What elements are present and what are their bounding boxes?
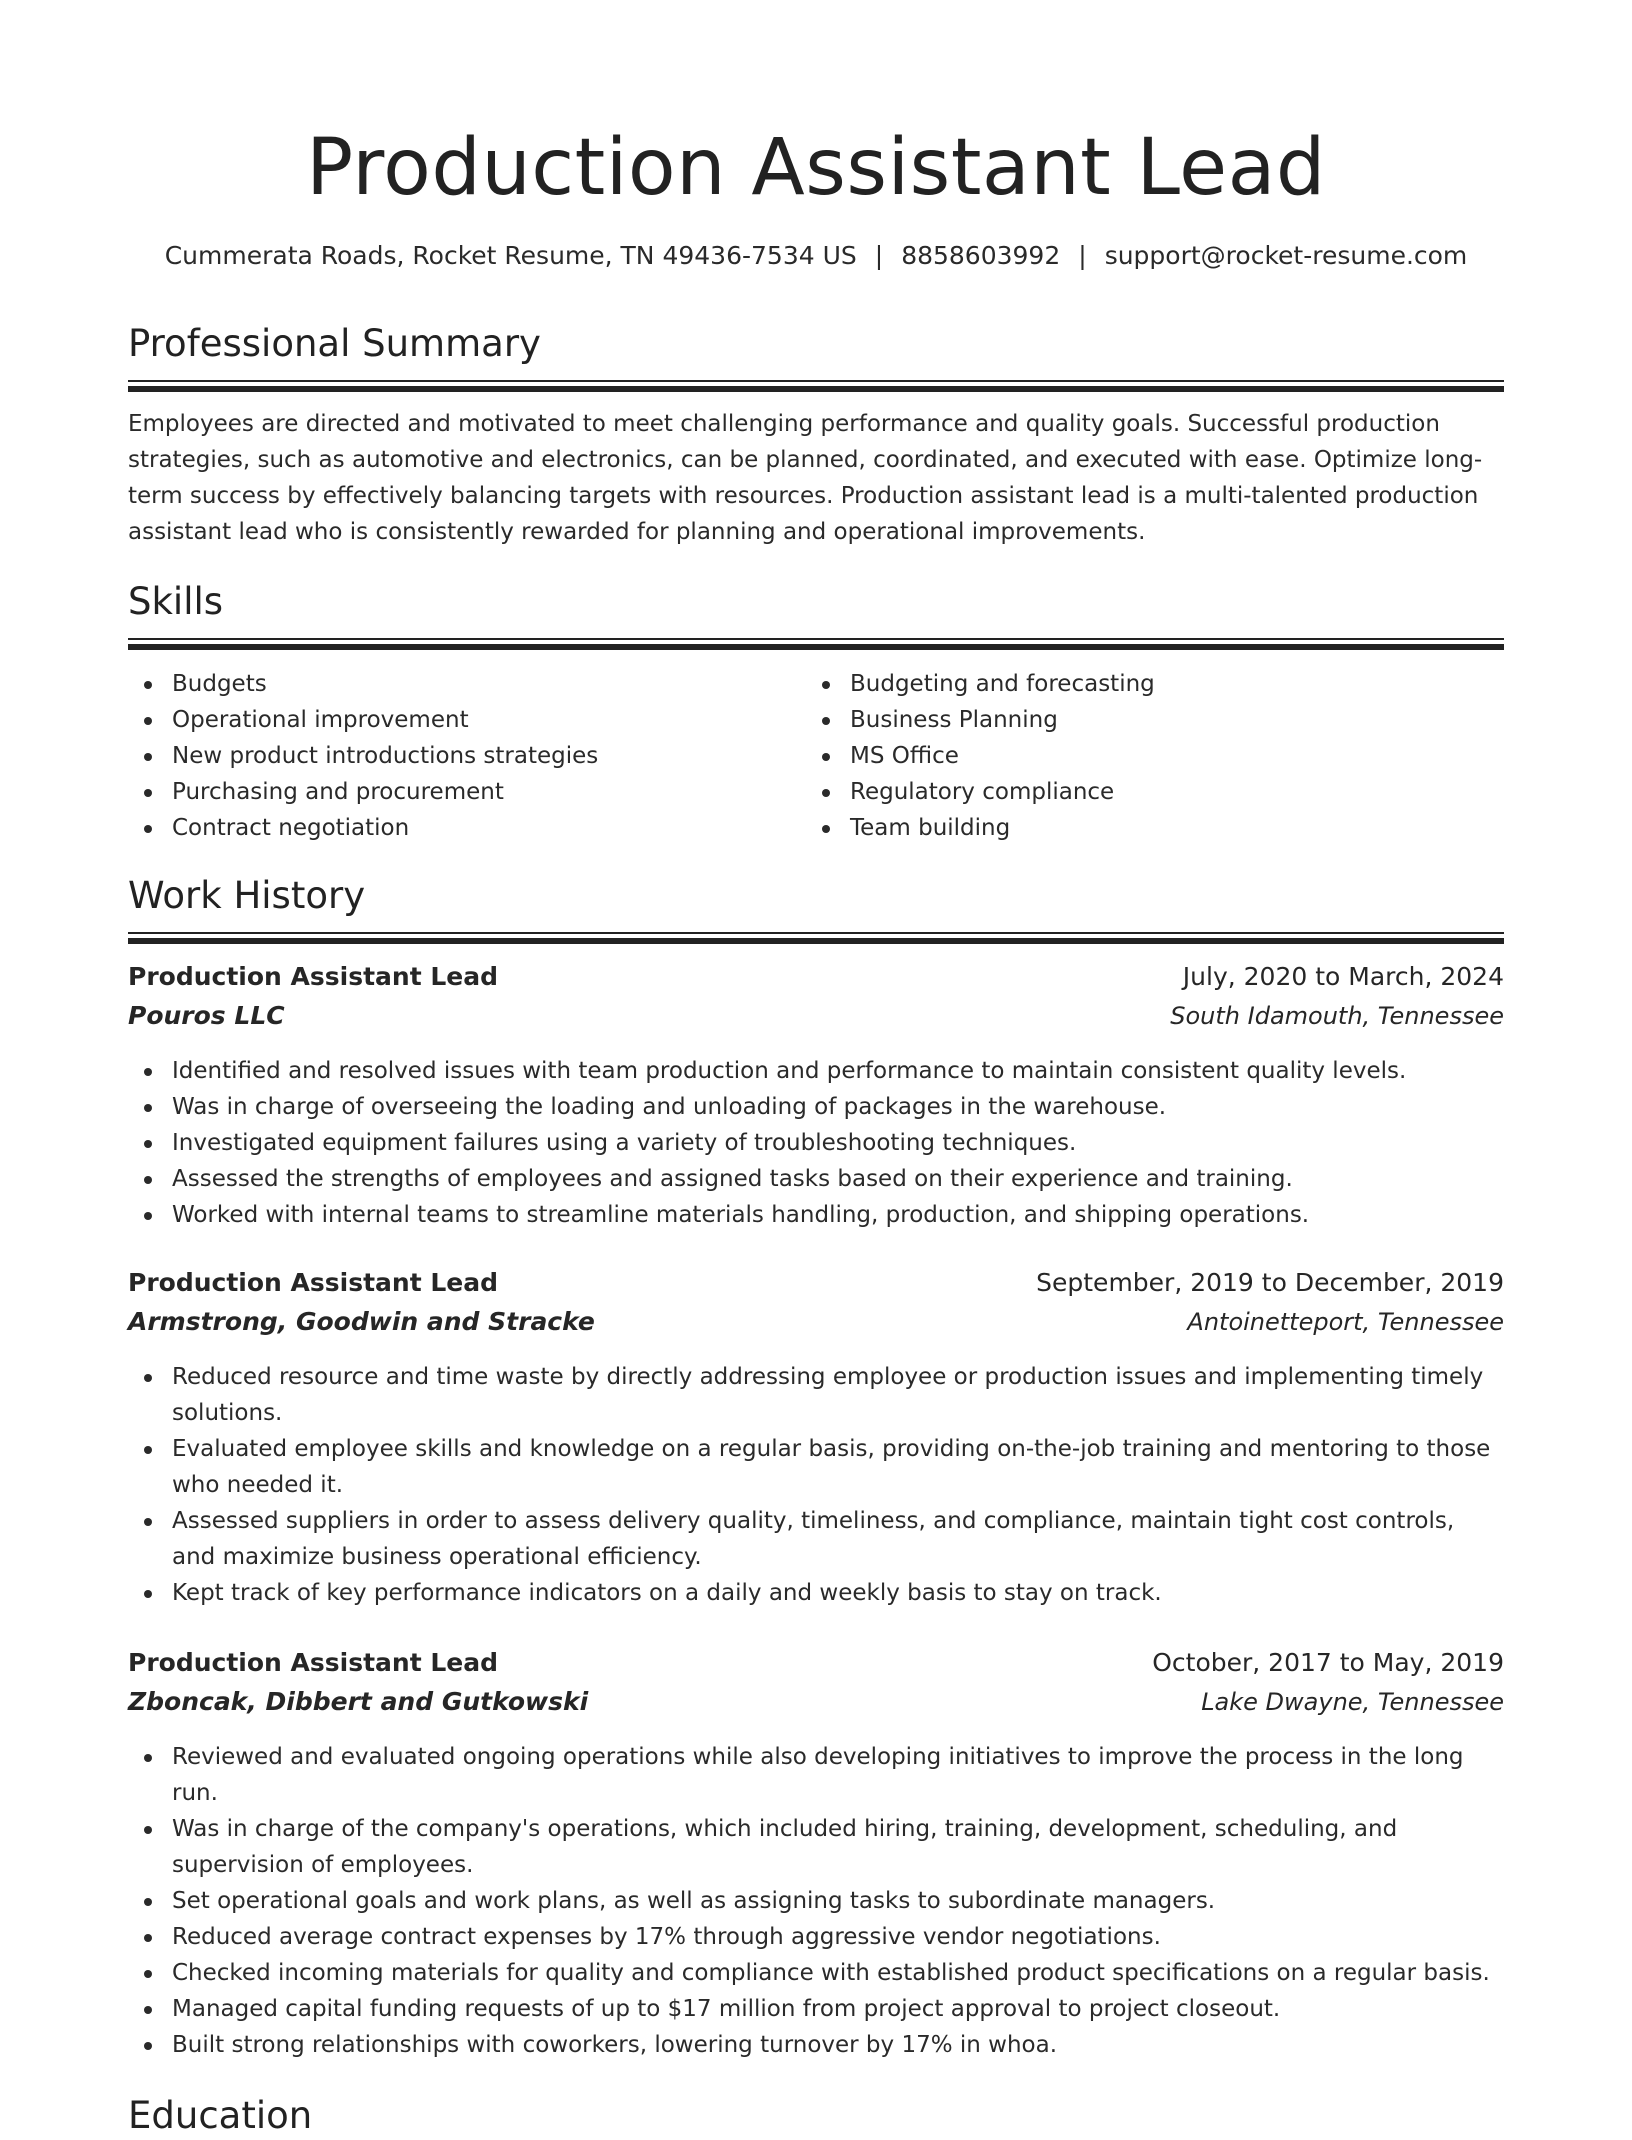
- job-header-row: [128, 962, 1504, 1001]
- skills-section-header: [128, 578, 1504, 650]
- skills-column-right: [806, 666, 1484, 846]
- section-rule: [128, 638, 1504, 650]
- job-title: Production Assistant Lead: [128, 1268, 499, 1297]
- job-bullets: [128, 1359, 1504, 1611]
- skill-item: Regulatory compliance: [850, 774, 1484, 810]
- skill-item: Business Planning: [850, 702, 1484, 738]
- skill-item: Team building: [850, 810, 1484, 846]
- job-header-row: [128, 1268, 1504, 1307]
- job-bullet: Checked incoming materials for quality and compliance with established product specifications on a regular basis.: [172, 1955, 1504, 1991]
- skills-list: [128, 666, 1504, 846]
- work-title: Work History: [128, 874, 366, 917]
- contact-address: Cummerata Roads, Rocket Resume, TN 49436-7534 US: [164, 241, 857, 270]
- skill-item: Operational improvement: [172, 702, 806, 738]
- job-bullet: Assessed the strengths of employees and assigned tasks based on their experience and training.: [172, 1161, 1504, 1197]
- job-bullet: Assessed suppliers in order to assess delivery quality, timeliness, and compliance, maintain tight cost controls, and maximize business operational efficiency.: [172, 1503, 1504, 1575]
- job-company: Armstrong, Goodwin and Stracke: [128, 1307, 595, 1336]
- job-bullet: Managed capital funding requests of up to $17 million from project approval to project closeout.: [172, 1991, 1504, 2027]
- job-company-row: [128, 1687, 1504, 1726]
- job-bullet: Was in charge of overseeing the loading and unloading of packages in the warehouse.: [172, 1089, 1504, 1125]
- job-bullet: Investigated equipment failures using a variety of troubleshooting techniques.: [172, 1125, 1504, 1161]
- summary-text: Employees are directed and motivated to meet challenging performance and quality goals. Successful production strategies, such as automotive and electronics, can be planned, coordinated, and executed with ease. Optimize long-term success by effectively balancing targets with resources. Production assistant lead is a multi-talented production assistant lead who is consistently rewarded for planning and operational improvements.: [128, 411, 1483, 545]
- contact-separator: |: [874, 241, 884, 270]
- job-entry: [128, 1268, 1504, 1611]
- job-dates: September, 2019 to December, 2019: [1036, 1268, 1504, 1297]
- job-dates: October, 2017 to May, 2019: [1152, 1648, 1504, 1677]
- job-entry: [128, 1648, 1504, 2063]
- job-header-row: [128, 1648, 1504, 1687]
- job-location: Antoinetteport, Tennessee: [1187, 1308, 1504, 1336]
- skill-item: Contract negotiation: [172, 810, 806, 846]
- job-bullet: Reviewed and evaluated ongoing operations while also developing initiatives to improve the process in the long run.: [172, 1739, 1504, 1811]
- section-rule: [128, 380, 1504, 392]
- job-bullet: Identified and resolved issues with team production and performance to maintain consistent quality levels.: [172, 1053, 1504, 1089]
- job-bullet: Kept track of key performance indicators on a daily and weekly basis to stay on track.: [172, 1575, 1504, 1611]
- contact-phone: 8858603992: [901, 241, 1061, 270]
- job-bullets: [128, 1739, 1504, 2063]
- job-company: Pouros LLC: [128, 1001, 285, 1030]
- contact-email[interactable]: support@rocket-resume.com: [1104, 241, 1468, 270]
- job-bullet: Worked with internal teams to streamline materials handling, production, and shipping operations.: [172, 1197, 1504, 1233]
- job-entry: [128, 962, 1504, 1233]
- skills-column-left: [128, 666, 806, 846]
- resume-name: Production Assistant Lead: [306, 123, 1326, 213]
- skill-item: MS Office: [850, 738, 1484, 774]
- job-company: Zboncak, Dibbert and Gutkowski: [128, 1687, 589, 1716]
- job-company-row: [128, 1307, 1504, 1346]
- contact-separator: |: [1078, 241, 1087, 270]
- skill-item: New product introductions strategies: [172, 738, 806, 774]
- job-bullet: Evaluated employee skills and knowledge on a regular basis, providing on-the-job training and mentoring to those who needed it.: [172, 1431, 1504, 1503]
- education-title: Education: [128, 2094, 313, 2137]
- skill-item: Budgets: [172, 666, 806, 702]
- job-title: Production Assistant Lead: [128, 1648, 499, 1677]
- summary-section-header: [128, 320, 1504, 392]
- job-dates: July, 2020 to March, 2024: [1182, 962, 1504, 991]
- skills-title: Skills: [128, 580, 224, 623]
- skill-item: Purchasing and procurement: [172, 774, 806, 810]
- job-bullet: Reduced average contract expenses by 17% through aggressive vendor negotiations.: [172, 1919, 1504, 1955]
- job-company-row: [128, 1001, 1504, 1040]
- job-bullet: Reduced resource and time waste by directly addressing employee or production issues and implementing timely solutions.: [172, 1359, 1504, 1431]
- section-rule: [128, 932, 1504, 944]
- job-title: Production Assistant Lead: [128, 962, 499, 991]
- job-bullet: Built strong relationships with coworkers, lowering turnover by 17% in whoa.: [172, 2027, 1504, 2063]
- job-location: Lake Dwayne, Tennessee: [1201, 1688, 1504, 1716]
- work-section-header: [128, 872, 1504, 944]
- job-bullet: Was in charge of the company's operations, which included hiring, training, development, scheduling, and supervision of employees.: [172, 1811, 1504, 1883]
- contact-line: [128, 238, 1504, 274]
- job-bullets: [128, 1053, 1504, 1233]
- skill-item: Budgeting and forecasting: [850, 666, 1484, 702]
- summary-title: Professional Summary: [128, 322, 541, 365]
- job-location: South Idamouth, Tennessee: [1170, 1002, 1504, 1030]
- job-bullet: Set operational goals and work plans, as well as assigning tasks to subordinate managers.: [172, 1883, 1504, 1919]
